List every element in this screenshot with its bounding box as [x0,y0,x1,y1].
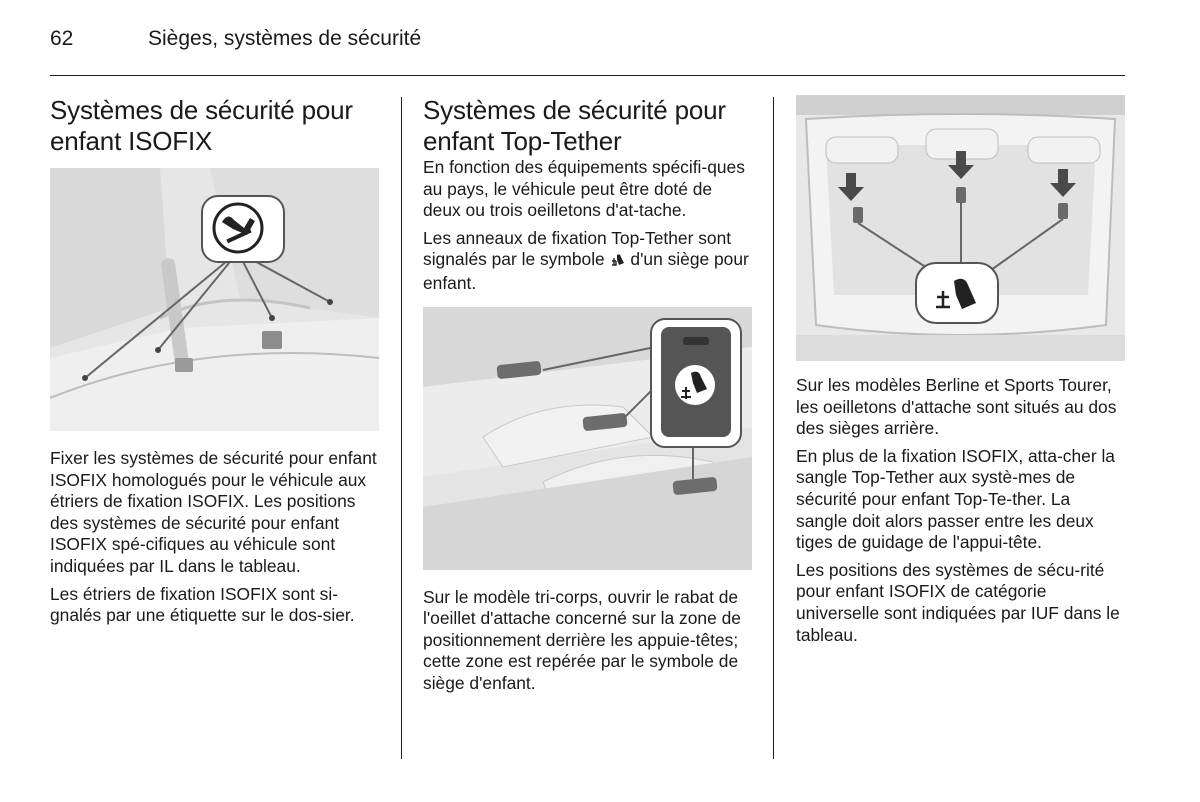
child-seat-anchor-icon [675,365,715,405]
column-divider-2 [773,97,774,759]
isofix-heading: Systèmes de sécurité pour enfant ISOFIX [50,95,353,156]
top-tether-paragraph: Sur le modèle tri-corps, ouvrir le rabat de l'oeillet d'attache concerné sur la zone de positionnement derrière les appuie-têtes; cette zone est repérée par le symbole de siège d'enfant. [423,586,741,693]
top-tether-heading: Systèmes de sécurité pour enfant Top-Tether [423,95,726,156]
top-tether-sedan-illustration [423,307,752,570]
berline-paragraph: Les positions des systèmes de sécu-rité pour enfant ISOFIX de catégorie universelle sont indiquées par IUF dans le tableau. [796,559,1120,645]
header-rule [50,75,1125,76]
top-tether-paragraph: En fonction des équipements spécifi-ques au pays, le véhicule peut être doté de deux ou trois oeilletons d'at-tache. [423,157,745,221]
column-berline [796,95,1126,652]
isofix-child-seat-icon [214,204,262,252]
text-segment: d'un siège pour enfant. [423,249,749,293]
column-divider-1 [401,97,402,759]
column-isofix [50,95,380,633]
child-seat-anchor-icon [610,251,626,273]
top-tether-paragraph [423,228,753,295]
text-segment: Les anneaux de fixation Top-Tether sont signalés par le symbole [423,227,732,270]
isofix-seat-illustration [50,168,379,431]
isofix-paragraph: Les étriers de fixation ISOFIX sont si-gnalés par une étiquette sur le dos-sier. [50,583,355,626]
top-tether-hatchback-illustration [796,95,1125,361]
berline-paragraph: En plus de la fixation ISOFIX, atta-cher la sangle Top-Tether aux systè-mes de sécurité pour enfant Top-Te-ther. La sangle doit alors passer entre les deux tiges de guidage de l'appui-tête. [796,445,1115,553]
column-top-tether [423,95,753,701]
page-number: 62 [50,27,74,50]
section-title: Sièges, systèmes de sécurité [148,27,422,50]
berline-paragraph: Sur les modèles Berline et Sports Tourer, les oeilletons d'attache sont situés au dos des sièges arrière. [796,375,1117,439]
isofix-paragraph: Fixer les systèmes de sécurité pour enfant ISOFIX homologués pour le véhicule aux étriers de fixation ISOFIX. Les positions des systèmes de sécurité pour enfant ISOFIX spé-cifiques au véhicule sont indiquées par IL dans le tableau. [50,448,377,576]
